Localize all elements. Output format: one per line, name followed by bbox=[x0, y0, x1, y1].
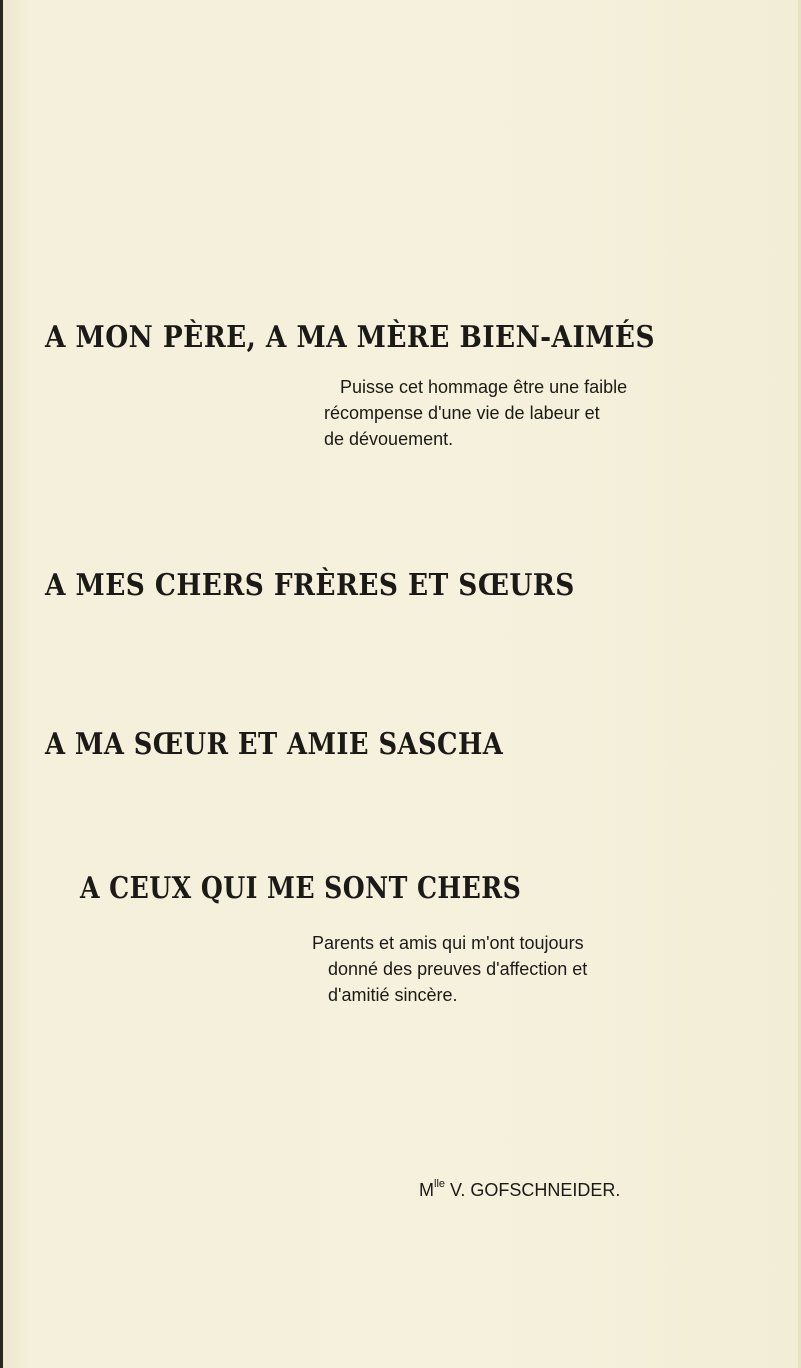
author-signature bbox=[419, 1180, 620, 1201]
dedication-heading-sascha: A MA SŒUR ET AMIE SASCHA bbox=[45, 727, 504, 762]
page-edge-left bbox=[0, 0, 3, 1368]
dedication-heading-loved-ones: A CEUX QUI ME SONT CHERS bbox=[80, 871, 522, 906]
dedication-text-parents bbox=[324, 374, 627, 452]
text-line: Puisse cet hommage être une faible bbox=[340, 377, 628, 397]
signature-name: V. GOFSCHNEIDER. bbox=[450, 1180, 621, 1200]
text-line: donné des preuves d'affection et bbox=[328, 959, 588, 979]
dedication-text-loved-ones bbox=[312, 930, 587, 1008]
signature-title-sup: lle bbox=[434, 1178, 446, 1190]
text-line: récompense d'une vie de labeur et bbox=[324, 403, 600, 423]
dedication-heading-parents: A MON PÈRE, A MA MÈRE BIEN-AIMÉS bbox=[45, 320, 656, 355]
text-line: de dévouement. bbox=[324, 429, 454, 449]
signature-title: M bbox=[419, 1180, 434, 1200]
text-line: d'amitié sincère. bbox=[328, 985, 458, 1005]
dedication-heading-siblings: A MES CHERS FRÈRES ET SŒURS bbox=[45, 568, 575, 603]
text-line: Parents et amis qui m'ont toujours bbox=[312, 933, 584, 953]
